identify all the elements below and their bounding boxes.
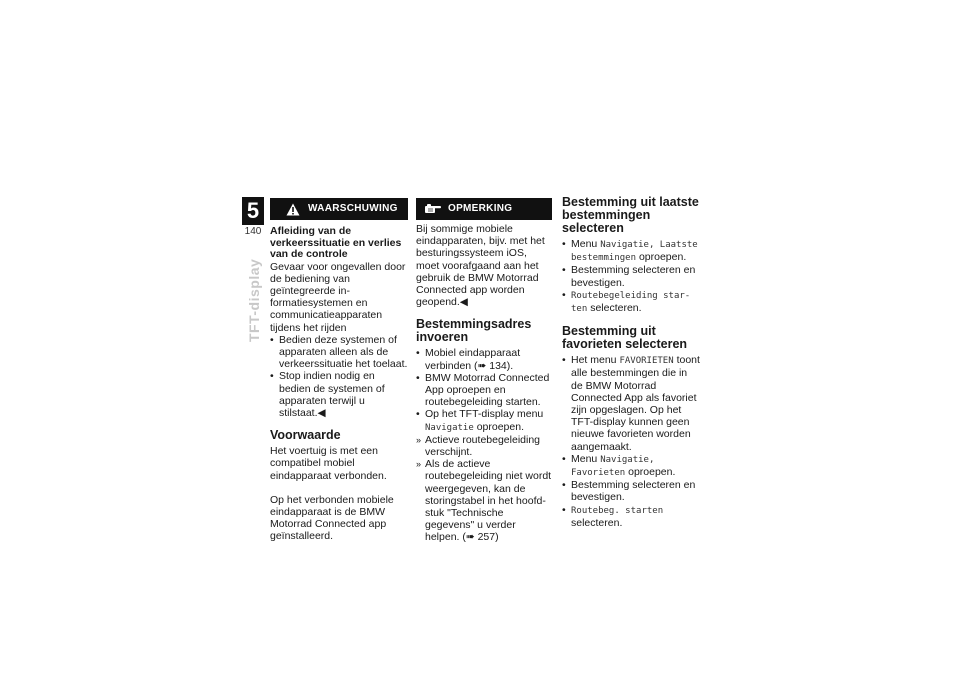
section-heading-laatste: Bestemming uit laatste bestemmingen selecteren xyxy=(562,195,699,235)
warning-subtitle: Afleiding van de verkeerssituatie en verlies van de controle xyxy=(270,225,402,260)
laatste-list xyxy=(562,238,700,315)
warning-triangle-icon xyxy=(280,203,306,216)
list-item-text: oproepen. xyxy=(628,466,676,479)
list-item xyxy=(562,289,700,315)
warning-header xyxy=(270,198,408,220)
note-label: OPMERKING xyxy=(448,202,513,214)
list-item-text: toont alle bestemmingen die in de BMW Motorrad Connected App als favoriet zijn opgeslagen. Op het TFT-display kunnen geen nieuwe favorieten worden aangemaakt. xyxy=(571,354,700,453)
menu-path: Routebegeleiding starten xyxy=(571,290,691,315)
list-item: • BMW Motorrad Connected App oproepen en routebegeleiding starten. xyxy=(416,372,552,409)
result-item: » Als de actieve routebegeleiding niet wordt weergegeven, kan de storingstabel in het hoofdstuk "Technische gegevens" u verder helpen. (➠ 257) xyxy=(416,458,552,543)
hand-pointer-icon xyxy=(420,203,446,215)
menu-path: FAVORIETEN xyxy=(619,356,674,367)
section-heading-favorieten: Bestemming uit favorieten selecteren xyxy=(562,324,688,352)
list-item-text: selecteren. xyxy=(590,302,642,315)
voorwaarde-paragraph-1: Het voertuig is met een compatibel mobiel eindapparaat verbonden. xyxy=(270,445,387,482)
voorwaarde-paragraph-2: Op het verbonden mobiele eindapparaat is de BMW Motorrad Connected app geïnstalleerd. xyxy=(270,493,394,543)
note-header xyxy=(416,198,552,220)
list-item-text: Menu xyxy=(571,452,598,465)
list-item: • Mobiel eindapparaat verbinden (➠ 134). xyxy=(416,347,552,371)
list-item-text: oproepen. xyxy=(476,420,524,433)
menu-path: Routebeg. starten xyxy=(571,505,664,516)
list-item-text: oproepen. xyxy=(638,251,687,264)
list-item xyxy=(562,354,700,453)
list-item: • Bestemming selecteren en bevestigen. xyxy=(562,264,700,288)
menu-path: Navigatie, Laatste bestemmingen xyxy=(571,240,698,264)
chapter-number: 5 xyxy=(242,197,264,225)
list-item xyxy=(562,504,700,529)
list-item: • Bestemming selecteren en bevestigen. xyxy=(562,479,700,503)
list-item-text: Menu xyxy=(571,238,598,250)
menu-path: Navigatie xyxy=(425,422,474,433)
list-item: • Stop indien nodig en bedien de systemen of apparaten terwijl u stilstaat.◀ xyxy=(270,370,408,419)
column-2 xyxy=(416,198,552,544)
warning-label: WAARSCHUWING xyxy=(308,202,398,214)
list-item: • Bedien deze systemen of apparaten alleen als de verkeerssituatie het toelaat. xyxy=(270,334,408,371)
list-item-text: selecteren. xyxy=(571,516,623,529)
result-item: » Actieve routebegeleiding verschijnt. xyxy=(416,434,552,458)
favoriet-list xyxy=(562,354,700,529)
list-item xyxy=(562,453,700,479)
chapter-title: TFT-display xyxy=(246,258,262,342)
list-item-text: Op het TFT-display menu xyxy=(425,408,544,421)
bestemming-list xyxy=(416,347,552,543)
warning-list xyxy=(270,334,408,419)
column-3 xyxy=(562,196,700,529)
note-text: Bij sommige mobiele eindapparaten, bijv. met het besturingssysteem iOS, moet voorafgaand aan het gebruik de BMW Motorrad Connected app worden geopend.◀ xyxy=(416,223,545,309)
page-number: 140 xyxy=(244,226,262,237)
warning-text: Gevaar voor ongevallen door de bediening van geïntegreerde informatiesystemen en communicatieapparaten tijdens het rijden xyxy=(270,260,406,334)
list-item xyxy=(562,238,700,264)
list-item xyxy=(416,408,552,433)
section-heading-bestemmingsadres: Bestemmingsadres invoeren xyxy=(416,317,532,345)
menu-path: Navigatie, Favorieten xyxy=(571,454,655,479)
column-1 xyxy=(270,198,408,543)
list-item-text: Het menu xyxy=(571,354,617,367)
section-heading-voorwaarde: Voorwaarde xyxy=(270,428,341,443)
